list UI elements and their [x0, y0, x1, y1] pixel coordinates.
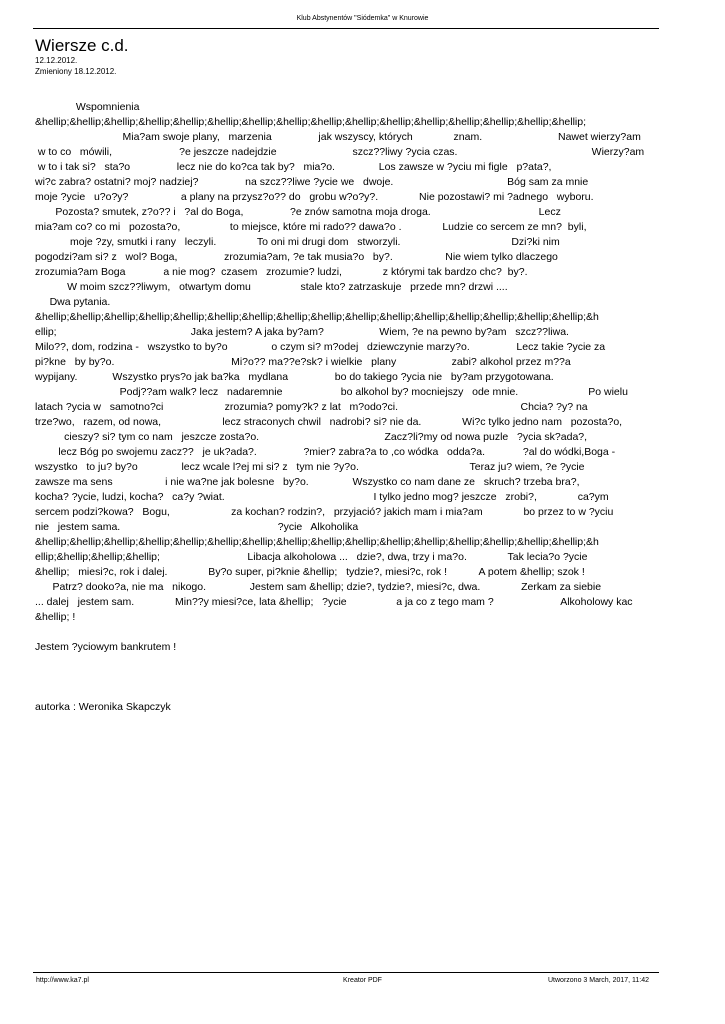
created-date: 12.12.2012. — [35, 56, 78, 65]
poem-line: W moim szcz??liwym, otwartym domu stale kto? zatrzaskuje przede mn? drzwi .... — [35, 281, 508, 293]
poem-line: cieszy? si? tym co nam jeszcze zosta?o. Zacz?li?my od nowa puzle ?ycia sk?ada?, — [35, 431, 588, 443]
page-header: Klub Abstynentów "Siódemka" w Knurowie — [296, 15, 429, 22]
closing-line: Jestem ?yciowym bankrutem ! — [35, 641, 177, 653]
footer-generator: Kreator PDF — [343, 977, 382, 984]
poem-line: nie jestem sama. ?ycie Alkoholika — [35, 521, 359, 533]
poem-line: moje ?zy, smutki i rany leczyli. To oni mi drugi dom stworzyli. Dzi?ki nim — [35, 236, 560, 248]
poem-line: &hellip;&hellip;&hellip;&hellip;&hellip;&hellip;&hellip;&hellip;&hellip;&hellip;&hellip;&hellip;&hellip;&hellip;&hellip;&hellip;&h — [35, 311, 599, 323]
poem-line: wypijany. Wszystko prys?o jak ba?ka mydlana bo do takiego ?ycia nie by?am przygotowana. — [35, 371, 554, 383]
spacer — [35, 625, 725, 640]
poem-line: &hellip;&hellip;&hellip;&hellip;&hellip;&hellip;&hellip;&hellip;&hellip;&hellip;&hellip;&hellip;&hellip;&hellip;&hellip;&hellip; — [35, 116, 587, 128]
poem-body — [35, 100, 725, 715]
poem-line: pi?kne by by?o. Mi?o?? ma??e?sk? i wielkie plany zabi? alkohol przez m??a — [35, 356, 571, 368]
poem-line: &hellip;&hellip;&hellip;&hellip;&hellip;&hellip;&hellip;&hellip;&hellip;&hellip;&hellip;&hellip;&hellip;&hellip;&hellip;&hellip;&h — [35, 536, 599, 548]
modified-date: Zmieniony 18.12.2012. — [35, 67, 117, 76]
poem-line: Dwa pytania. — [35, 296, 111, 308]
poem-line: wszystko to ju? by?o lecz wcale l?ej mi si? z tym nie ?y?o. Teraz ju? wiem, ?e ?ycie — [35, 461, 585, 473]
poem-line: zawsze ma sens i nie wa?ne jak bolesne by?o. Wszystko co nam dane ze skruch? trzeba bra?, — [35, 476, 580, 488]
poem-line: moje ?ycie u?o?y? a plany na przysz?o?? do grobu w?o?y?. Nie pozostawi? mi ?adnego wyboru. — [35, 191, 594, 203]
page-title: Wiersze c.d. — [35, 36, 129, 55]
poem-line: zrozumia?am Boga a nie mog? czasem zrozumie? ludzi, z którymi tak bardzo chc? by?. — [35, 266, 528, 278]
poem-line: w to co mówili, ?e jeszcze nadejdzie szcz??liwy ?ycia czas. Wierzy?am — [35, 146, 645, 158]
poem-line: latach ?ycia w samotno?ci zrozumia? pomy?k? z lat m?odo?ci. Chcia? ?y? na — [35, 401, 588, 413]
header-divider — [33, 28, 659, 29]
poem-line: trze?wo, razem, od nowa, lecz straconych chwil nadrobi? si? nie da. Wi?c tylko jedno nam pozosta?o, — [35, 416, 623, 428]
poem-line: ... dalej jestem sam. Min??y miesi?ce, lata &hellip; ?ycie a ja co z tego mam ? Alkoholowy kac — [35, 596, 633, 608]
footer-divider — [33, 972, 659, 973]
poem-line: pogodzi?am si? z wol? Boga, zrozumia?am, ?e tak musia?o by?. Nie wiem tylko dlaczego — [35, 251, 558, 263]
footer-url: http://www.ka7.pl — [36, 977, 89, 984]
poem-line: w to i tak si? sta?o lecz nie do ko?ca tak by? mia?o. Los zawsze w ?yciu mi figle p?ata?, — [35, 161, 552, 173]
spacer — [35, 655, 725, 670]
poem-line: sercem podzi?kowa? Bogu, za kochan? rodzin?, przyjació? jakich mam i mia?am bo przez to w ?yciu — [35, 506, 614, 518]
poem-line: ellip;&hellip;&hellip;&hellip; Libacja alkoholowa ... dzie?, dwa, trzy i ma?o. Tak lecia?o ?ycie — [35, 551, 588, 563]
poem-line: wi?c zabra? ostatni? moj? nadziej? na szcz??liwe ?ycie we dwoje. Bóg sam za mnie — [35, 176, 589, 188]
poem-line: Pozosta? smutek, z?o?? i ?al do Boga, ?e znów samotna moja droga. Lecz — [35, 206, 561, 218]
poem-line: &hellip; ! — [35, 611, 76, 623]
poem-line: Podj??am walk? lecz nadaremnie bo alkohol by? mocniejszy ode mnie. Po wielu — [35, 386, 628, 398]
poem-line: lecz Bóg po swojemu zacz?? je uk?ada?. ?mier? zabra?a to ,co wódka odda?a. ?al do wódki,Boga - — [35, 446, 616, 458]
spacer — [35, 670, 725, 685]
poem-line: mia?am co? co mi pozosta?o, to miejsce, które mi rado?? dawa?o . Ludzie co sercem ze mn? byli, — [35, 221, 587, 233]
poem-line: kocha? ?ycie, ludzi, kocha? ca?y ?wiat. I tylko jedno mog? jeszcze zrobi?, ca?ym — [35, 491, 609, 503]
footer-created: Utworzono 3 March, 2017, 11:42 — [548, 977, 650, 984]
author-line: autorka : Weronika Skapczyk — [35, 701, 171, 713]
poem-line: Patrz? dooko?a, nie ma nikogo. Jestem sam &hellip; dzie?, tydzie?, miesi?c, dwa. Zerkam za siebie — [35, 581, 602, 593]
spacer — [35, 685, 725, 700]
poem-line: Wspomnienia — [35, 101, 140, 113]
poem-line: Mia?am swoje plany, marzenia jak wszyscy, których znam. Nawet wierzy?am — [35, 131, 641, 143]
poem-line: &hellip; miesi?c, rok i dalej. By?o super, pi?knie &hellip; tydzie?, miesi?c, rok ! A potem &hellip; szok ! — [35, 566, 585, 578]
poem-line: ellip; Jaka jestem? A jaka by?am? Wiem, ?e na pewno by?am szcz??liwa. — [35, 326, 569, 338]
poem-line: Milo??, dom, rodzina - wszystko to by?o o czym si? m?odej dziewczynie marzy?o. Lecz takie ?ycie za — [35, 341, 606, 353]
